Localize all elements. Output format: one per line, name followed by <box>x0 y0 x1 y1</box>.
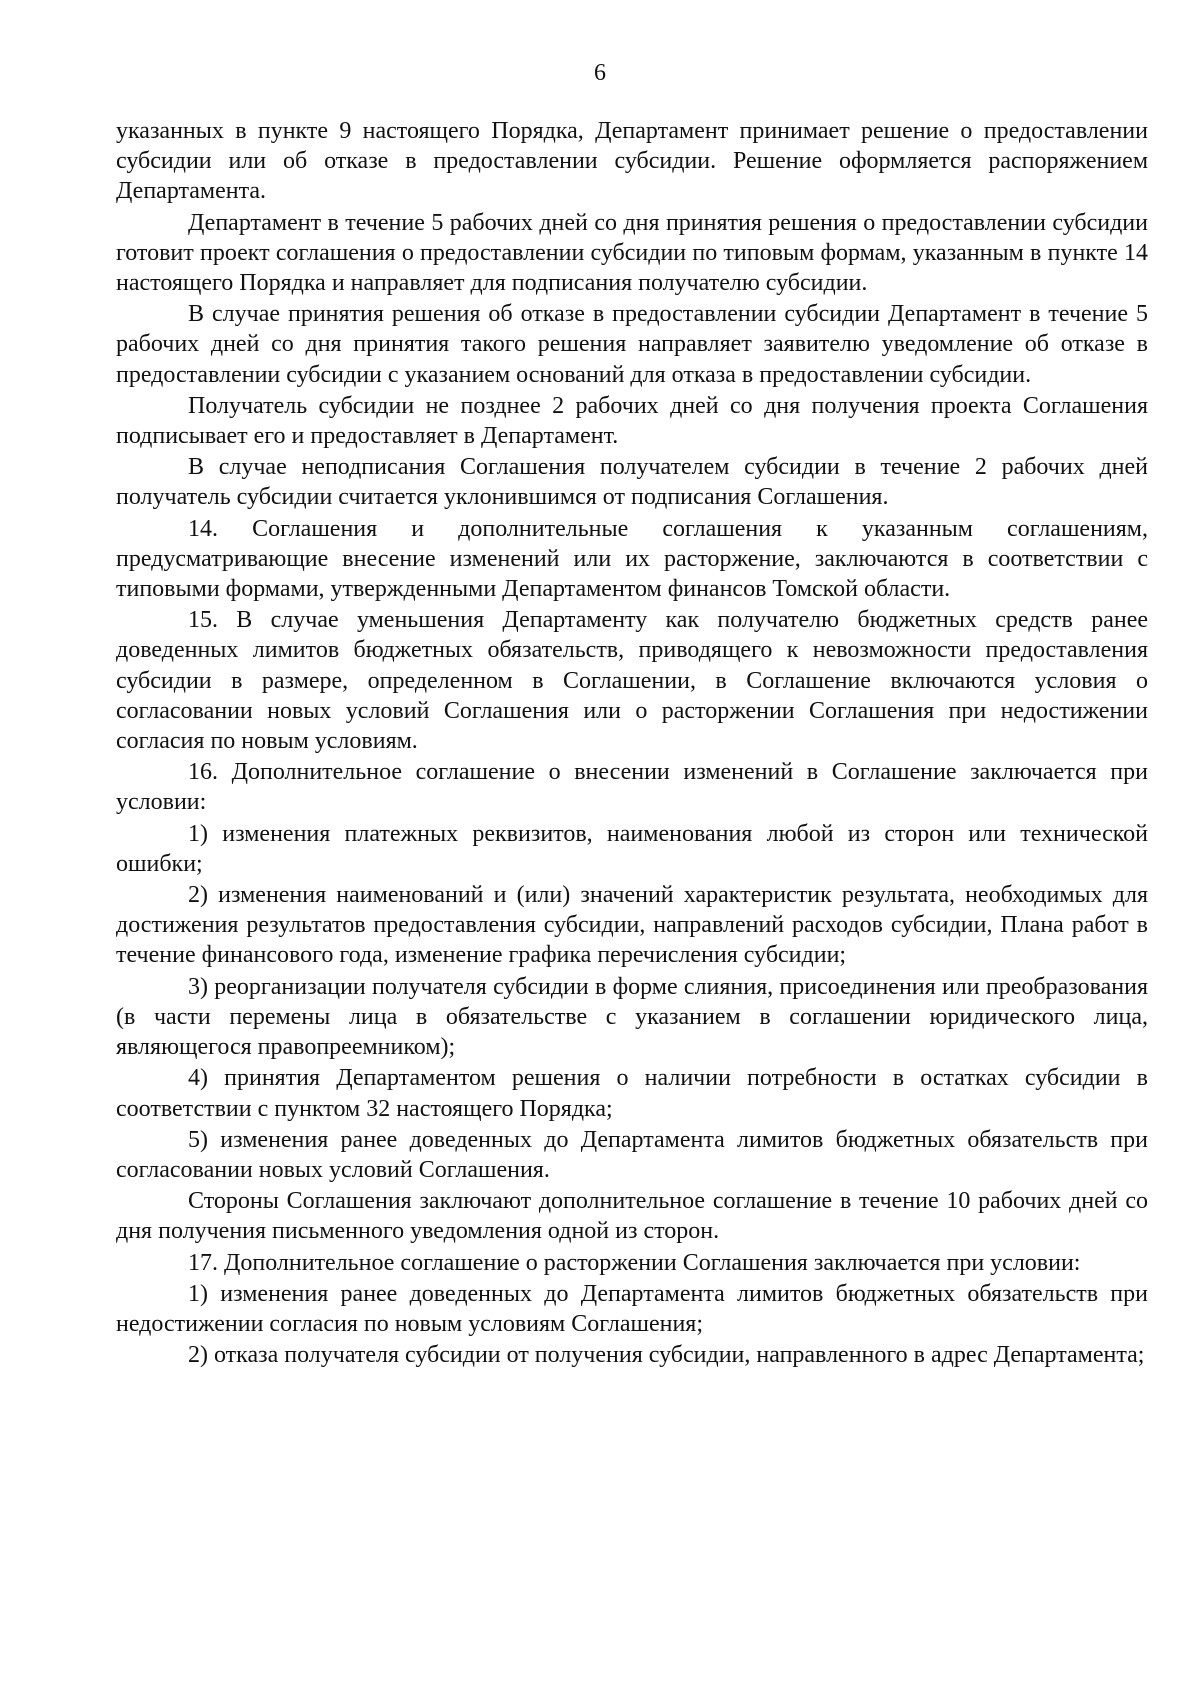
paragraph: Департамент в течение 5 рабочих дней со дня принятия решения о предоставлении субсидии готовит проект соглашения о предоставлении субсидии по типовым формам, указанным в пункте 14 настоящего Порядка и направляет для подписания получателю субсидии. <box>116 209 1148 297</box>
paragraph: Получатель субсидии не позднее 2 рабочих дней со дня получения проекта Соглашения подписывает его и предоставляет в Департамент. <box>116 392 1148 450</box>
paragraph: В случае неподписания Соглашения получателем субсидии в течение 2 рабочих дней получатель субсидии считается уклонившимся от подписания Соглашения. <box>116 454 1148 511</box>
paragraph: В случае принятия решения об отказе в предоставлении субсидии Департамент в течение 5 рабочих дней со дня принятия такого решения направляет заявителю уведомление об отказе в предоставлении субсидии с указанием оснований для отказа в предоставлении субсидии. <box>116 301 1148 388</box>
clause-14: 14. Соглашения и дополнительные соглашения к указанным соглашениям, предусматривающие внесение изменений или их расторжение, заключаются в соответствии с типовыми формами, утвержденными Департаментом финансов Томской области. <box>116 515 1148 603</box>
paragraph: Стороны Соглашения заключают дополнительное соглашение в течение 10 рабочих дней со дня получения письменного уведомления одной из сторон. <box>116 1188 1148 1245</box>
clause-17-item-2: 2) отказа получателя субсидии от получения субсидии, направленного в адрес Департамента; <box>188 1342 1145 1369</box>
clause-16-item-2: 2) изменения наименований и (или) значений характеристик результата, необходимых для достижения результатов предоставления субсидии, направлений расходов субсидии, Плана работ в течение финансового года, изменение графика перечисления субсидии; <box>116 882 1148 969</box>
clause-16-item-1: 1) изменения платежных реквизитов, наименования любой из сторон или технической ошибки; <box>116 820 1148 877</box>
paragraph-continuation: указанных в пункте 9 настоящего Порядка, Департамент принимает решение о предоставлении субсидии или об отказе в предоставлении субсидии. Решение оформляется распоряжением Департамента. <box>116 118 1148 205</box>
clause-17-item-1: 1) изменения ранее доведенных до Департамента лимитов бюджетных обязательств при недостижении согласия по новым условиям Соглашения; <box>116 1280 1148 1337</box>
clause-17: 17. Дополнительное соглашение о расторжении Соглашения заключается при условии: <box>188 1249 1081 1276</box>
page-number: 6 <box>594 60 606 86</box>
clause-16: 16. Дополнительное соглашение о внесении изменений в Соглашение заключается при условии: <box>116 759 1148 816</box>
document-body <box>116 116 1148 1371</box>
clause-16-item-5: 5) изменения ранее доведенных до Департамента лимитов бюджетных обязательств при согласовании новых условий Соглашения. <box>116 1126 1148 1183</box>
clause-16-item-4: 4) принятия Департаментом решения о наличии потребности в остатках субсидии в соответствии с пунктом 32 настоящего Порядка; <box>116 1065 1148 1122</box>
clause-15: 15. В случае уменьшения Департаменту как получателю бюджетных средств ранее доведенных лимитов бюджетных обязательств, приводящего к невозможности предоставления субсидии в размере, определенном в Соглашении, в Соглашение включаются условия о согласовании новых условий Соглашения или о расторжении Соглашения при недостижении согласия по новым условиям. <box>116 607 1148 755</box>
clause-16-item-3: 3) реорганизации получателя субсидии в форме слияния, присоединения или преобразования (в части перемены лица в обязательстве с указанием в соглашении юридического лица, являющегося правопреемником); <box>116 973 1148 1061</box>
